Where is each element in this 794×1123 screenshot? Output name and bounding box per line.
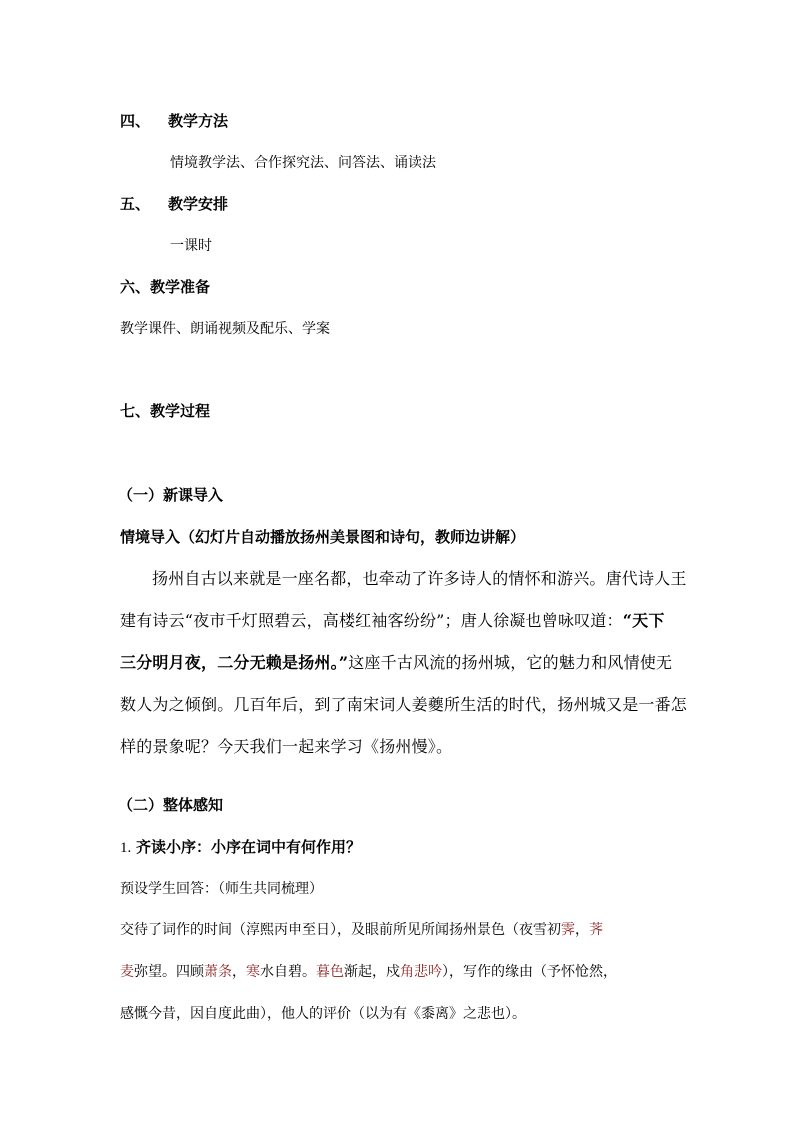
section-5-title: 教学安排	[168, 195, 229, 213]
intro-paragraph-line-2	[120, 608, 665, 631]
part-1-heading: （一）新课导入	[118, 486, 224, 504]
section-4-title: 教学方法	[168, 112, 229, 130]
intro-line-2-text: 建有诗云“夜市千灯照碧云，高楼红袖客纷纷”；唐人徐凝也曾咏叹道：	[120, 611, 623, 630]
answer-l2-red-3: 寒	[246, 964, 260, 980]
section-7-heading: 七、教学过程	[120, 402, 211, 420]
section-4-number: 四、	[120, 112, 151, 130]
intro-line-2-quote-start: “天下	[622, 611, 665, 630]
answer-l1-text: 交待了词作的时间（淳熙丙申至日），及眼前所见所闻扬州景色（夜雪初	[120, 922, 561, 938]
answer-line-3: 感慨今昔，因自度此曲），他人的评价（以为有《黍离》之悲也）。	[120, 1006, 526, 1022]
answer-l2-red-4: 暮色	[316, 964, 344, 980]
intro-paragraph-line-1: 扬州自古以来就是一座名都，也牵动了许多诗人的情怀和游兴。唐代诗人王	[152, 569, 687, 588]
question-1-text: 齐读小序：小序在词中有何作用？	[136, 838, 362, 856]
question-1	[120, 836, 361, 857]
preset-answer-label: 预设学生回答：（师生共同梳理）	[120, 881, 323, 897]
intro-line-3-quote: 三分明月夜，二分无赖是扬州。	[120, 653, 339, 672]
answer-l2-text-e: ），写作的缘由（予怀怆然，	[442, 964, 617, 980]
answer-l2-red-5: 角悲吟	[400, 964, 442, 980]
question-1-number: 1.	[120, 840, 132, 856]
intro-line-3-quote-end: ”	[338, 653, 349, 672]
answer-l2-text-c: 水自碧。	[260, 964, 316, 980]
answer-line-1	[120, 919, 603, 939]
intro-paragraph-line-5: 样的景象呢？今天我们一起来学习《扬州慢》。	[120, 737, 453, 756]
part-2-heading: （二）整体感知	[118, 796, 224, 814]
section-4-content: 情境教学法、合作探究法、问答法、诵读法	[170, 155, 436, 171]
intro-paragraph-line-4: 数人为之倾倒。几百年后，到了南宋词人姜夔所生活的时代，扬州城又是一番怎	[120, 695, 688, 714]
section-5-number: 五、	[120, 195, 151, 213]
answer-l2-red-1: 麦	[120, 964, 134, 980]
section-6-heading: 六、教学准备	[120, 278, 211, 296]
answer-l1-red-2: 荠	[589, 922, 603, 938]
section-6-content: 教学课件、朗诵视频及配乐、学案	[120, 321, 330, 337]
answer-l1-red-1: 霁	[561, 922, 575, 938]
part-1-subheading: 情境导入（幻灯片自动播放扬州美景图和诗句，教师边讲解）	[120, 528, 526, 546]
answer-line-2	[120, 961, 617, 981]
answer-l2-red-2: 萧条	[204, 964, 232, 980]
section-5-content: 一课时	[170, 238, 212, 254]
answer-l2-comma: ，	[232, 964, 246, 980]
answer-l1-comma: ，	[575, 922, 589, 938]
intro-line-3-rest: 这座千古风流的扬州城，它的魅力和风情使无	[348, 653, 673, 672]
answer-l2-text-d: 渐起，戍	[344, 964, 400, 980]
intro-paragraph-line-3	[120, 650, 672, 673]
answer-l2-text-a: 弥望。四顾	[134, 964, 204, 980]
